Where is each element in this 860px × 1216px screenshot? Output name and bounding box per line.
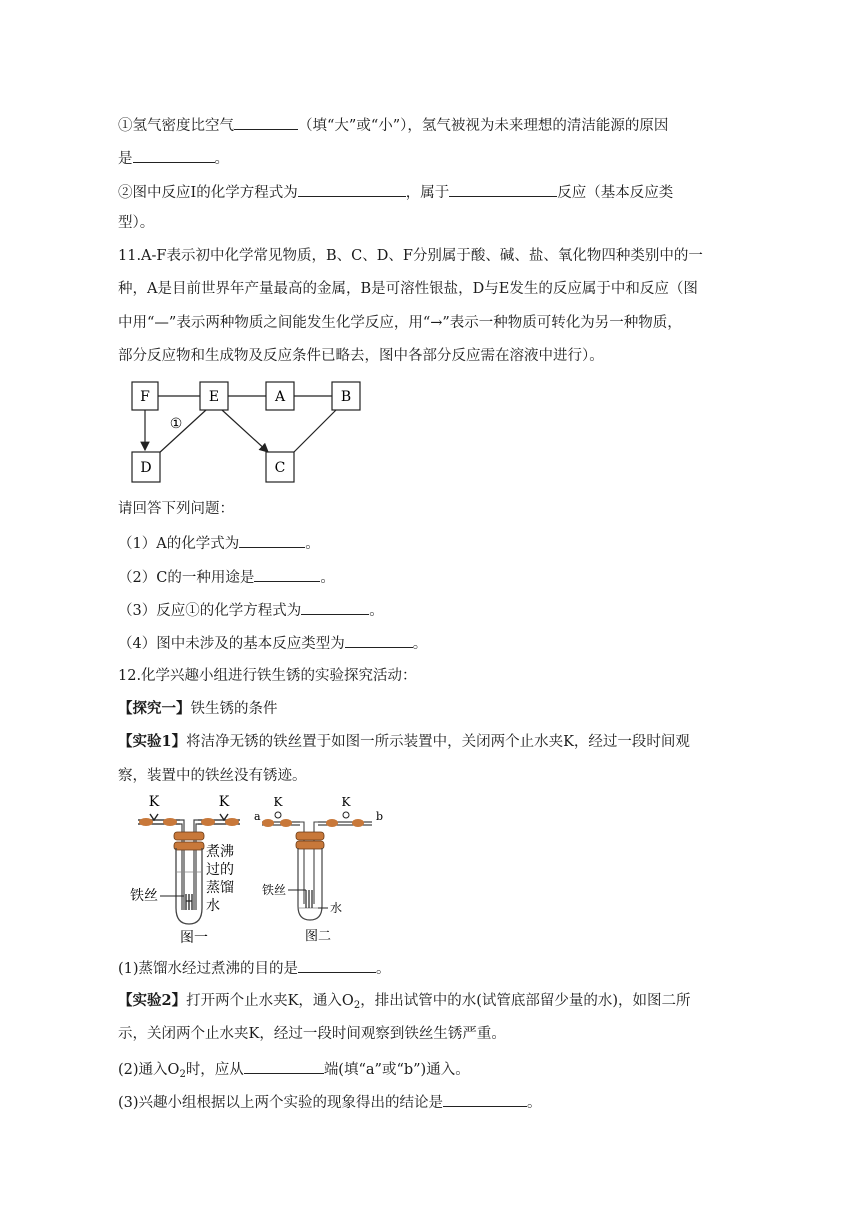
- q12-inquiry-1: [118, 699, 278, 719]
- q12-sub-text: (1)蒸馏水经过煮沸的目的是: [118, 961, 299, 977]
- box-b: [332, 382, 360, 410]
- q11-sub-4: [118, 632, 427, 654]
- rubber-tube: [262, 819, 274, 827]
- q11-sub-text: （1）A的化学式为: [118, 536, 240, 552]
- boiled-water-label: 蒸馏: [206, 880, 234, 896]
- answer-blank[interactable]: [133, 147, 215, 163]
- q11-sub-text: 。: [369, 603, 384, 619]
- clamp-k-label: K: [341, 795, 351, 809]
- answer-blank[interactable]: [298, 181, 406, 197]
- clamp-icon: [343, 812, 349, 818]
- end-a-label: a: [254, 810, 261, 823]
- box-e: [200, 382, 228, 410]
- stopper: [174, 832, 204, 840]
- q12-sub-1: [118, 957, 391, 979]
- section-text: 铁生锈的条件: [190, 701, 278, 717]
- q10-text: ②图中反应Ⅰ的化学方程式为: [118, 185, 298, 201]
- q12-exp2-line-1: [118, 991, 691, 1016]
- clamp-icon: [275, 812, 281, 818]
- q11-intro-line-1: 11.A-F表示初中化学常见物质，B、C、D、F分别属于酸、碱、盐、氧化物四种类别中的一: [118, 248, 703, 264]
- box-d-label: D: [140, 460, 152, 476]
- q12-exp1-line-1: [118, 732, 690, 752]
- rusting-apparatus-figure: [128, 790, 392, 950]
- boiled-water-label: 水: [206, 898, 220, 914]
- box-a: [266, 382, 294, 410]
- section-text: ，排出试管中的水(试管底部留少量的水)，如图二所: [360, 993, 691, 1009]
- clamp-k-label: K: [148, 794, 160, 810]
- answer-blank[interactable]: [239, 532, 305, 548]
- answer-blank[interactable]: [234, 114, 298, 130]
- box-c: [266, 452, 294, 482]
- box-a-label: A: [274, 389, 286, 405]
- q12-exp2-line-2: 示，关闭两个止水夹K，经过一段时间观察到铁丝生锈严重。: [118, 1026, 506, 1042]
- q11-intro-line-3: 中用“—”表示两种物质之间能发生化学反应，用“→”表示一种物质可转化为另一种物质，: [118, 315, 682, 331]
- answer-blank[interactable]: [301, 599, 369, 615]
- answer-blank[interactable]: [345, 632, 413, 648]
- q12-sub-text: (3)兴趣小组根据以上两个实验的现象得出的结论是: [118, 1095, 444, 1111]
- rubber-tube: [352, 819, 364, 827]
- q12-sub-3: [118, 1091, 542, 1113]
- box-e-label: E: [208, 389, 220, 405]
- figure-2-caption: 图二: [304, 929, 332, 944]
- stopper: [296, 841, 324, 849]
- rubber-tube: [201, 818, 215, 826]
- q11-sub-text: （2）C的一种用途是: [118, 570, 255, 586]
- figure-1-caption: 图一: [180, 930, 208, 946]
- end-b-label: b: [376, 810, 384, 823]
- q12-sub-text: 端(填“a”或“b”)通入。: [323, 1062, 470, 1078]
- stopper: [296, 832, 324, 840]
- box-b-label: B: [340, 389, 352, 405]
- section-text: 打开两个止水夹K，通入O: [186, 993, 354, 1009]
- box-f-label: F: [140, 389, 150, 405]
- q10-line-4: 型）。: [118, 215, 155, 231]
- section-tag: 【实验1】: [118, 733, 187, 750]
- section-tag: 【探究一】: [118, 700, 191, 717]
- q10-text: （填“大”或“小”），氢气被视为未来理想的清洁能源的原因: [298, 118, 669, 134]
- q10-text: 。: [214, 151, 229, 167]
- clamp-icon: [220, 814, 228, 820]
- arrow-e-to-c: [222, 410, 268, 452]
- q11-sub-text: （4）图中未涉及的基本反应类型为: [118, 636, 345, 652]
- q11-intro-line-2: 种，A是目前世界年产量最高的金属，B是可溶性银盐，D与E发生的反应属于中和反应（图: [118, 281, 698, 297]
- q12-title: 12.化学兴趣小组进行铁生锈的实验探究活动：: [118, 668, 417, 684]
- test-tube: [176, 848, 202, 924]
- answer-blank[interactable]: [449, 181, 557, 197]
- boiled-water-label: 过的: [206, 862, 234, 878]
- answer-blank[interactable]: [443, 1091, 527, 1107]
- q11-sub-text: （3）反应①的化学方程式为: [118, 603, 302, 619]
- clamp-k-label: K: [218, 794, 230, 810]
- boiled-water-label: 煮沸: [206, 844, 234, 860]
- q10-text: 是: [118, 151, 133, 167]
- q11-sub-1: [118, 532, 320, 554]
- section-tag: 【实验2】: [118, 992, 187, 1009]
- q11-sub-3: [118, 599, 384, 621]
- clamp-k-label: K: [273, 795, 283, 809]
- q12-sub-text: 。: [527, 1095, 542, 1111]
- iron-wire-icon: [186, 894, 192, 910]
- rubber-tube: [326, 819, 338, 827]
- subscript: 2: [179, 1069, 186, 1080]
- rubber-tube: [139, 818, 153, 826]
- q10-text: 反应（基本反应类: [557, 185, 674, 201]
- q11-sub-text: 。: [412, 636, 428, 652]
- iron-wire-label: 铁丝: [262, 883, 287, 897]
- q11-prompt: 请回答下列问题：: [118, 501, 234, 517]
- q11-intro-line-4: 部分反应物和生成物及反应条件已略去，图中各部分反应需在溶液中进行）。: [118, 348, 604, 364]
- figure-1-apparatus: [130, 794, 240, 946]
- answer-blank[interactable]: [298, 957, 376, 973]
- iron-wire-label: 铁丝: [130, 888, 158, 904]
- q10-line-2: [118, 147, 229, 169]
- reaction-1-marker: ①: [169, 416, 183, 432]
- q10-text: ，属于: [405, 185, 450, 201]
- box-f: [132, 382, 158, 410]
- figure-2-apparatus: [254, 795, 383, 944]
- rubber-tube: [163, 818, 177, 826]
- water-label: 水: [330, 901, 343, 915]
- q10-line-3: [118, 181, 673, 203]
- q12-exp1-line-2: 察，装置中的铁丝没有锈迹。: [118, 768, 307, 784]
- iron-wire-icon: [306, 890, 312, 908]
- rubber-tube: [225, 818, 239, 826]
- line-b-c: [292, 410, 336, 454]
- clamp-icon: [150, 814, 158, 820]
- answer-blank[interactable]: [244, 1058, 324, 1074]
- substance-relation-diagram: [120, 372, 380, 488]
- q11-sub-text: 。: [305, 536, 320, 552]
- rubber-tube: [280, 819, 292, 827]
- q10-text: ①氢气密度比空气: [118, 118, 234, 134]
- box-d: [132, 452, 160, 482]
- section-text: 将洁净无锈的铁丝置于如图一所示装置中，关闭两个止水夹K，经过一段时间观: [186, 734, 690, 750]
- box-c-label: C: [274, 460, 286, 476]
- answer-blank[interactable]: [254, 566, 320, 582]
- q11-sub-2: [118, 566, 335, 588]
- q12-sub-2: [118, 1058, 470, 1085]
- test-tube: [298, 848, 322, 920]
- stopper: [174, 842, 204, 850]
- q12-sub-text: (2)通入O: [118, 1062, 180, 1078]
- subscript: 2: [353, 1000, 361, 1011]
- q11-sub-text: 。: [320, 570, 335, 586]
- q12-sub-text: 。: [376, 961, 391, 977]
- q12-sub-text: 时，应从: [185, 1062, 244, 1078]
- q10-line-1: [118, 114, 668, 136]
